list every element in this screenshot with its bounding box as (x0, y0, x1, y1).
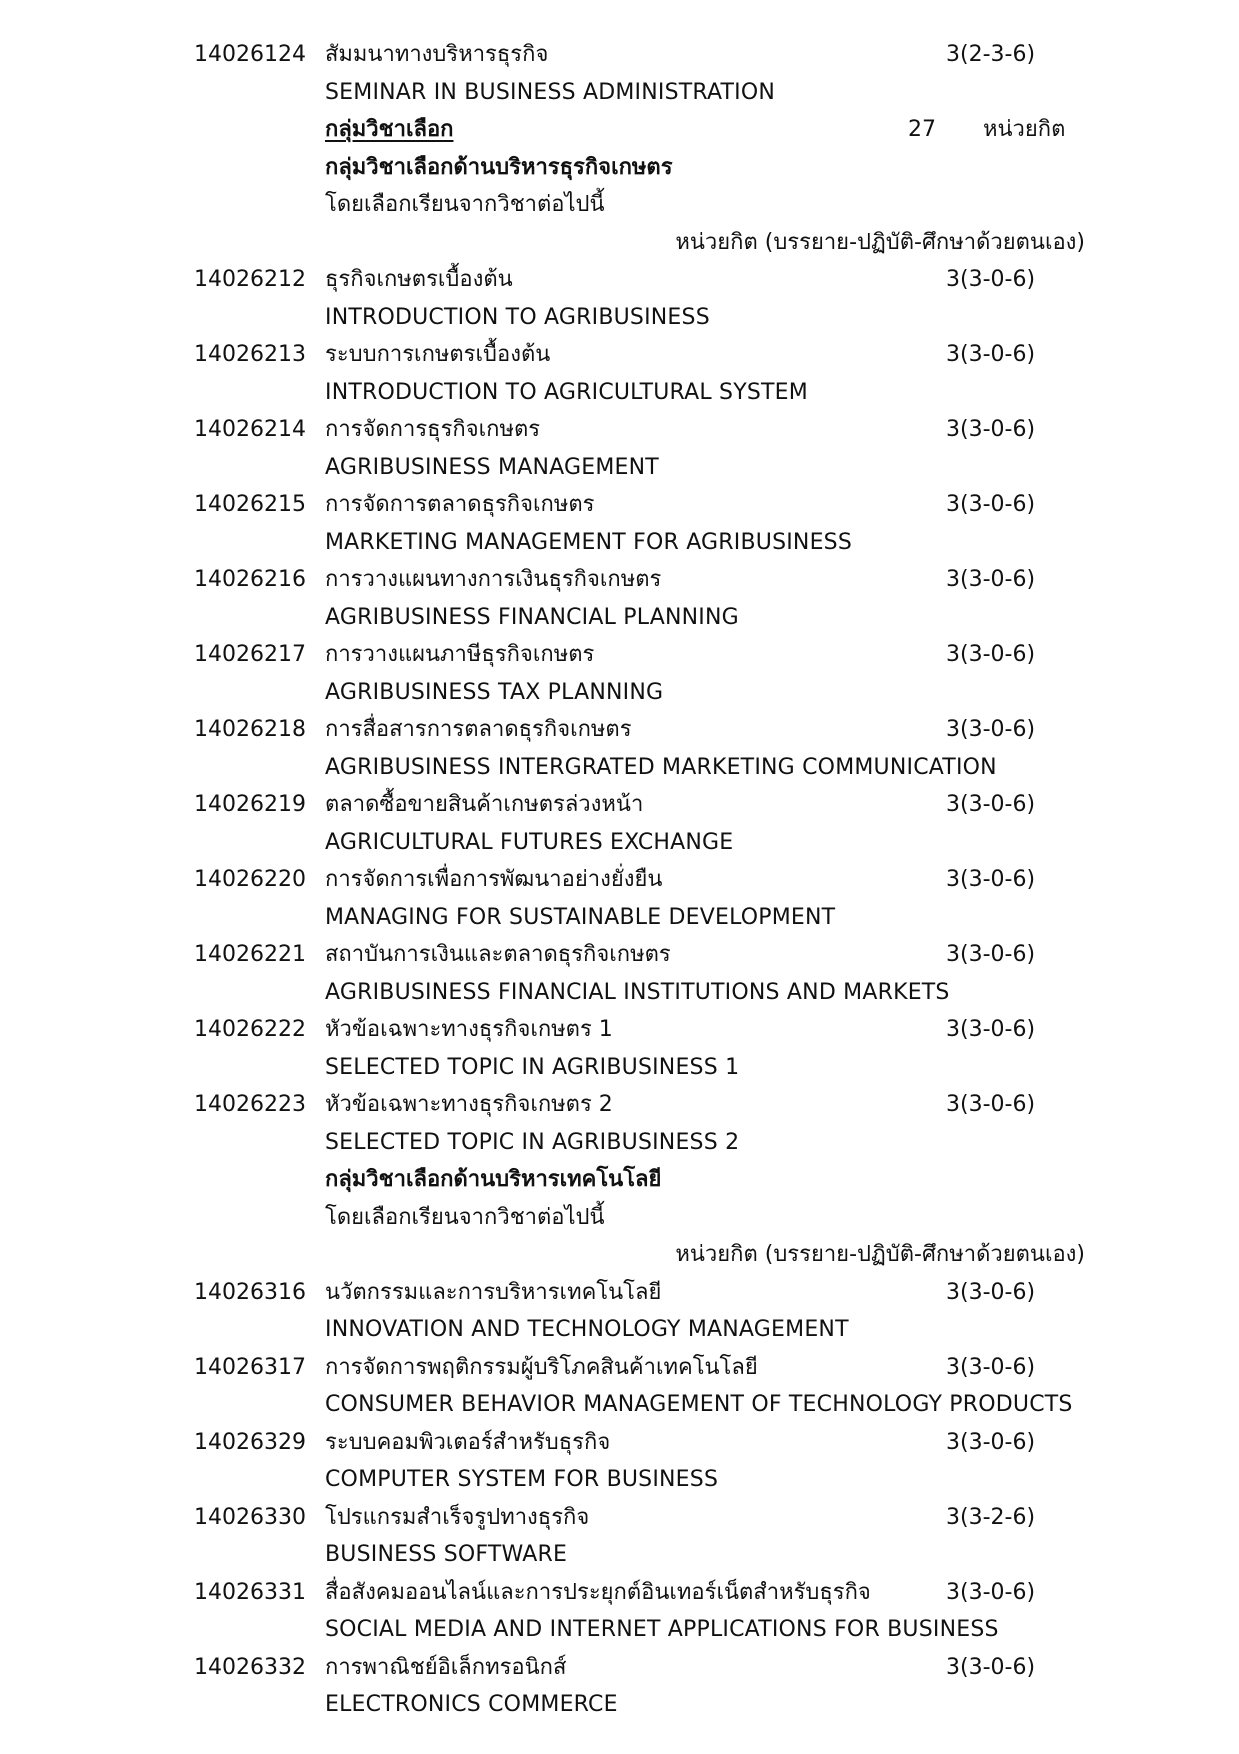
course-row (0, 1425, 1239, 1461)
course-title-th: ระบบการเกษตรเบื้องต้น (325, 342, 551, 367)
course-row (0, 487, 1239, 523)
course-credit: 3(3-0-6) (946, 717, 1036, 742)
course-title-en-row (0, 1125, 1239, 1161)
course-credit: 3(3-0-6) (946, 1092, 1036, 1117)
course-title-en-row (0, 525, 1239, 561)
course-row (0, 1650, 1239, 1686)
course-title-en-row (0, 375, 1239, 411)
group-instruction-row (0, 187, 1239, 223)
course-title-en: SEMINAR IN BUSINESS ADMINISTRATION (325, 80, 776, 105)
course-title-th: การจัดการเพื่อการพัฒนาอย่างยั่งยืน (325, 867, 663, 892)
course-title-en: MARKETING MANAGEMENT FOR AGRIBUSINESS (325, 530, 853, 555)
course-title-th: ระบบคอมพิวเตอร์สำหรับธุรกิจ (325, 1430, 611, 1455)
course-row (0, 562, 1239, 598)
course-title-en-row (0, 975, 1239, 1011)
elective-heading: กลุ่มวิชาเลือก (325, 117, 454, 142)
course-code: 14026220 (194, 867, 306, 892)
course-code: 14026330 (194, 1505, 306, 1530)
course-title-en-row (0, 1537, 1239, 1573)
course-row (0, 37, 1239, 73)
course-title-en-row (0, 1312, 1239, 1348)
course-code: 14026332 (194, 1655, 306, 1680)
course-row (0, 1275, 1239, 1311)
course-code: 14026219 (194, 792, 306, 817)
course-code: 14026217 (194, 642, 306, 667)
course-title-en: INTRODUCTION TO AGRICULTURAL SYSTEM (325, 380, 808, 405)
course-title-en: AGRIBUSINESS MANAGEMENT (325, 455, 659, 480)
group-title: กลุ่มวิชาเลือกด้านบริหารเทคโนโลยี (325, 1167, 662, 1192)
course-row (0, 337, 1239, 373)
course-credit: 3(3-0-6) (946, 867, 1036, 892)
course-row (0, 1012, 1239, 1048)
unit-header: หน่วยกิต (บรรยาย-ปฏิบัติ-ศึกษาด้วยตนเอง) (675, 1242, 1085, 1267)
course-credit: 3(3-0-6) (946, 492, 1036, 517)
course-title-en: SELECTED TOPIC IN AGRIBUSINESS 1 (325, 1055, 740, 1080)
course-title-en-row (0, 300, 1239, 336)
course-row (0, 1087, 1239, 1123)
group-title: กลุ่มวิชาเลือกด้านบริหารธุรกิจเกษตร (325, 155, 673, 180)
course-title-th: สื่อสังคมออนไลน์และการประยุกต์อินเทอร์เน็ตสำหรับธุรกิจ (325, 1580, 871, 1605)
course-credit: 3(3-0-6) (946, 1580, 1036, 1605)
course-title-en-row (0, 1050, 1239, 1086)
course-title-th: นวัตกรรมและการบริหารเทคโนโลยี (325, 1280, 662, 1305)
course-title-th: โปรแกรมสำเร็จรูปทางธุรกิจ (325, 1505, 590, 1530)
course-credit: 3(3-0-6) (946, 1017, 1036, 1042)
course-credit: 3(2-3-6) (946, 42, 1036, 67)
course-credit: 3(3-0-6) (946, 267, 1036, 292)
unit-header-row (0, 225, 1239, 261)
course-credit: 3(3-0-6) (946, 1430, 1036, 1455)
elective-credit-unit: หน่วยกิต (983, 117, 1066, 142)
course-row (0, 862, 1239, 898)
course-code: 14026317 (194, 1355, 306, 1380)
elective-credits: 27 (908, 117, 936, 142)
course-title-en: CONSUMER BEHAVIOR MANAGEMENT OF TECHNOLOGY PRODUCTS (325, 1392, 1073, 1417)
unit-header: หน่วยกิต (บรรยาย-ปฏิบัติ-ศึกษาด้วยตนเอง) (675, 230, 1085, 255)
course-title-en-row (0, 900, 1239, 936)
course-title-th: การจัดการตลาดธุรกิจเกษตร (325, 492, 595, 517)
course-row (0, 637, 1239, 673)
course-title-en-row (0, 75, 1239, 111)
course-title-en: COMPUTER SYSTEM FOR BUSINESS (325, 1467, 719, 1492)
course-title-th: การสื่อสารการตลาดธุรกิจเกษตร (325, 717, 632, 742)
course-title-th: การจัดการพฤติกรรมผู้บริโภคสินค้าเทคโนโลยี (325, 1355, 758, 1380)
course-title-en-row (0, 600, 1239, 636)
course-title-en: AGRIBUSINESS INTERGRATED MARKETING COMMUNICATION (325, 755, 997, 780)
course-title-en-row (0, 750, 1239, 786)
course-title-en: AGRIBUSINESS TAX PLANNING (325, 680, 664, 705)
course-title-en: INTRODUCTION TO AGRIBUSINESS (325, 305, 710, 330)
course-code: 14026218 (194, 717, 306, 742)
course-title-th: การวางแผนภาษีธุรกิจเกษตร (325, 642, 595, 667)
course-title-en-row (0, 1387, 1239, 1423)
course-title-en: AGRIBUSINESS FINANCIAL PLANNING (325, 605, 739, 630)
course-title-th: หัวข้อเฉพาะทางธุรกิจเกษตร 2 (325, 1092, 613, 1117)
course-title-th: การจัดการธุรกิจเกษตร (325, 417, 541, 442)
course-code: 14026223 (194, 1092, 306, 1117)
course-title-en-row (0, 675, 1239, 711)
course-row (0, 412, 1239, 448)
unit-header-row (0, 1237, 1239, 1273)
course-code: 14026221 (194, 942, 306, 967)
course-code: 14026212 (194, 267, 306, 292)
course-title-th: ธุรกิจเกษตรเบื้องต้น (325, 267, 513, 292)
course-row (0, 712, 1239, 748)
course-title-th: สัมมนาทางบริหารธุรกิจ (325, 42, 549, 67)
course-row (0, 937, 1239, 973)
course-title-en-row (0, 825, 1239, 861)
elective-heading-row (0, 112, 1239, 148)
course-title-en: SELECTED TOPIC IN AGRIBUSINESS 2 (325, 1130, 740, 1155)
course-code: 14026215 (194, 492, 306, 517)
course-title-en: SOCIAL MEDIA AND INTERNET APPLICATIONS FOR BUSINESS (325, 1617, 999, 1642)
course-title-en-row (0, 1687, 1239, 1723)
group-instruction: โดยเลือกเรียนจากวิชาต่อไปนี้ (325, 1205, 605, 1230)
course-credit: 3(3-0-6) (946, 417, 1036, 442)
course-title-en-row (0, 1612, 1239, 1648)
course-credit: 3(3-0-6) (946, 567, 1036, 592)
course-title-th: การพาณิชย์อิเล็กทรอนิกส์ (325, 1655, 567, 1680)
group-title-row (0, 1162, 1239, 1198)
group-instruction-row (0, 1200, 1239, 1236)
group-title-row (0, 150, 1239, 186)
course-title-en: AGRIBUSINESS FINANCIAL INSTITUTIONS AND MARKETS (325, 980, 950, 1005)
course-code: 14026216 (194, 567, 306, 592)
course-code: 14026331 (194, 1580, 306, 1605)
course-code: 14026316 (194, 1280, 306, 1305)
course-code: 14026222 (194, 1017, 306, 1042)
course-title-en: AGRICULTURAL FUTURES EXCHANGE (325, 830, 734, 855)
course-credit: 3(3-2-6) (946, 1505, 1036, 1530)
course-credit: 3(3-0-6) (946, 1280, 1036, 1305)
course-credit: 3(3-0-6) (946, 342, 1036, 367)
course-code: 14026124 (194, 42, 306, 67)
course-row (0, 1500, 1239, 1536)
course-title-en: ELECTRONICS COMMERCE (325, 1692, 618, 1717)
course-credit: 3(3-0-6) (946, 942, 1036, 967)
course-code: 14026329 (194, 1430, 306, 1455)
course-row (0, 262, 1239, 298)
course-credit: 3(3-0-6) (946, 1655, 1036, 1680)
course-title-th: การวางแผนทางการเงินธุรกิจเกษตร (325, 567, 662, 592)
group-instruction: โดยเลือกเรียนจากวิชาต่อไปนี้ (325, 192, 605, 217)
course-title-en: INNOVATION AND TECHNOLOGY MANAGEMENT (325, 1317, 849, 1342)
course-title-th: สถาบันการเงินและตลาดธุรกิจเกษตร (325, 942, 671, 967)
course-title-en-row (0, 1462, 1239, 1498)
course-title-th: ตลาดซื้อขายสินค้าเกษตรล่วงหน้า (325, 792, 644, 817)
course-credit: 3(3-0-6) (946, 792, 1036, 817)
course-row (0, 1350, 1239, 1386)
course-code: 14026214 (194, 417, 306, 442)
course-title-en-row (0, 450, 1239, 486)
course-row (0, 1575, 1239, 1611)
course-title-en: BUSINESS SOFTWARE (325, 1542, 568, 1567)
course-credit: 3(3-0-6) (946, 642, 1036, 667)
course-code: 14026213 (194, 342, 306, 367)
course-title-th: หัวข้อเฉพาะทางธุรกิจเกษตร 1 (325, 1017, 613, 1042)
course-title-en: MANAGING FOR SUSTAINABLE DEVELOPMENT (325, 905, 836, 930)
course-row (0, 787, 1239, 823)
course-credit: 3(3-0-6) (946, 1355, 1036, 1380)
